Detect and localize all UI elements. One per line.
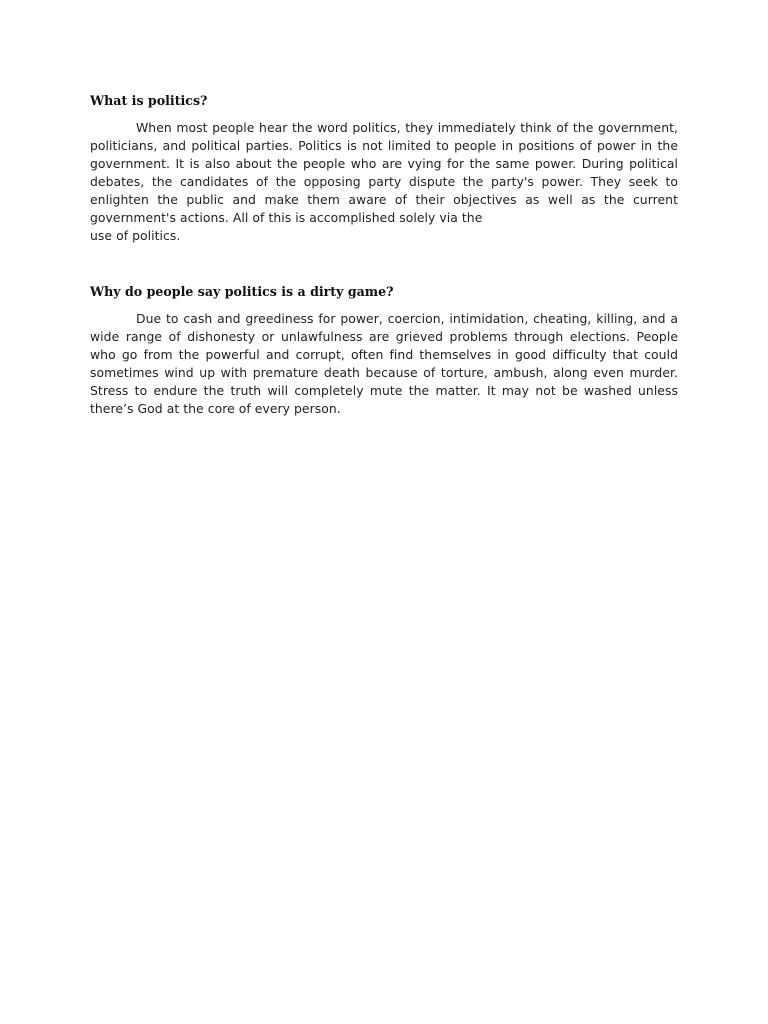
document-page [90, 92, 678, 418]
section-paragraph: Due to cash and greediness for power, coercion, intimidation, cheating, killing, and a wide range of dishonesty or unlawfulness are grieved problems through elections. People who go from the powerful and corrupt, often find themselves in good difficulty that could sometimes wind up with premature death because of torture, ambush, along even murder. Stress to endure the truth will completely mute the matter. It may not be washed unless there’s God at the core of every person. [90, 311, 678, 416]
section-heading: Why do people say politics is a dirty game? [90, 284, 394, 299]
section-paragraph [90, 119, 678, 245]
paragraph-text: When most people hear the word politics, they immediately think of the government, politicians, and political parties. Politics is not limited to people in positions of power in the government. It is also about the people who are vying for the same power. During political debates, the candidates of the opposing party dispute the party's power. They seek to enlighten the public and make them aware of their objectives as well as the current government's actions. All of this is accomplished solely via the [90, 120, 678, 225]
section-heading: What is politics? [90, 93, 208, 108]
section-what-is-politics [90, 92, 678, 245]
paragraph-tail: use of politics. [90, 228, 181, 243]
section-dirty-game [90, 283, 678, 418]
